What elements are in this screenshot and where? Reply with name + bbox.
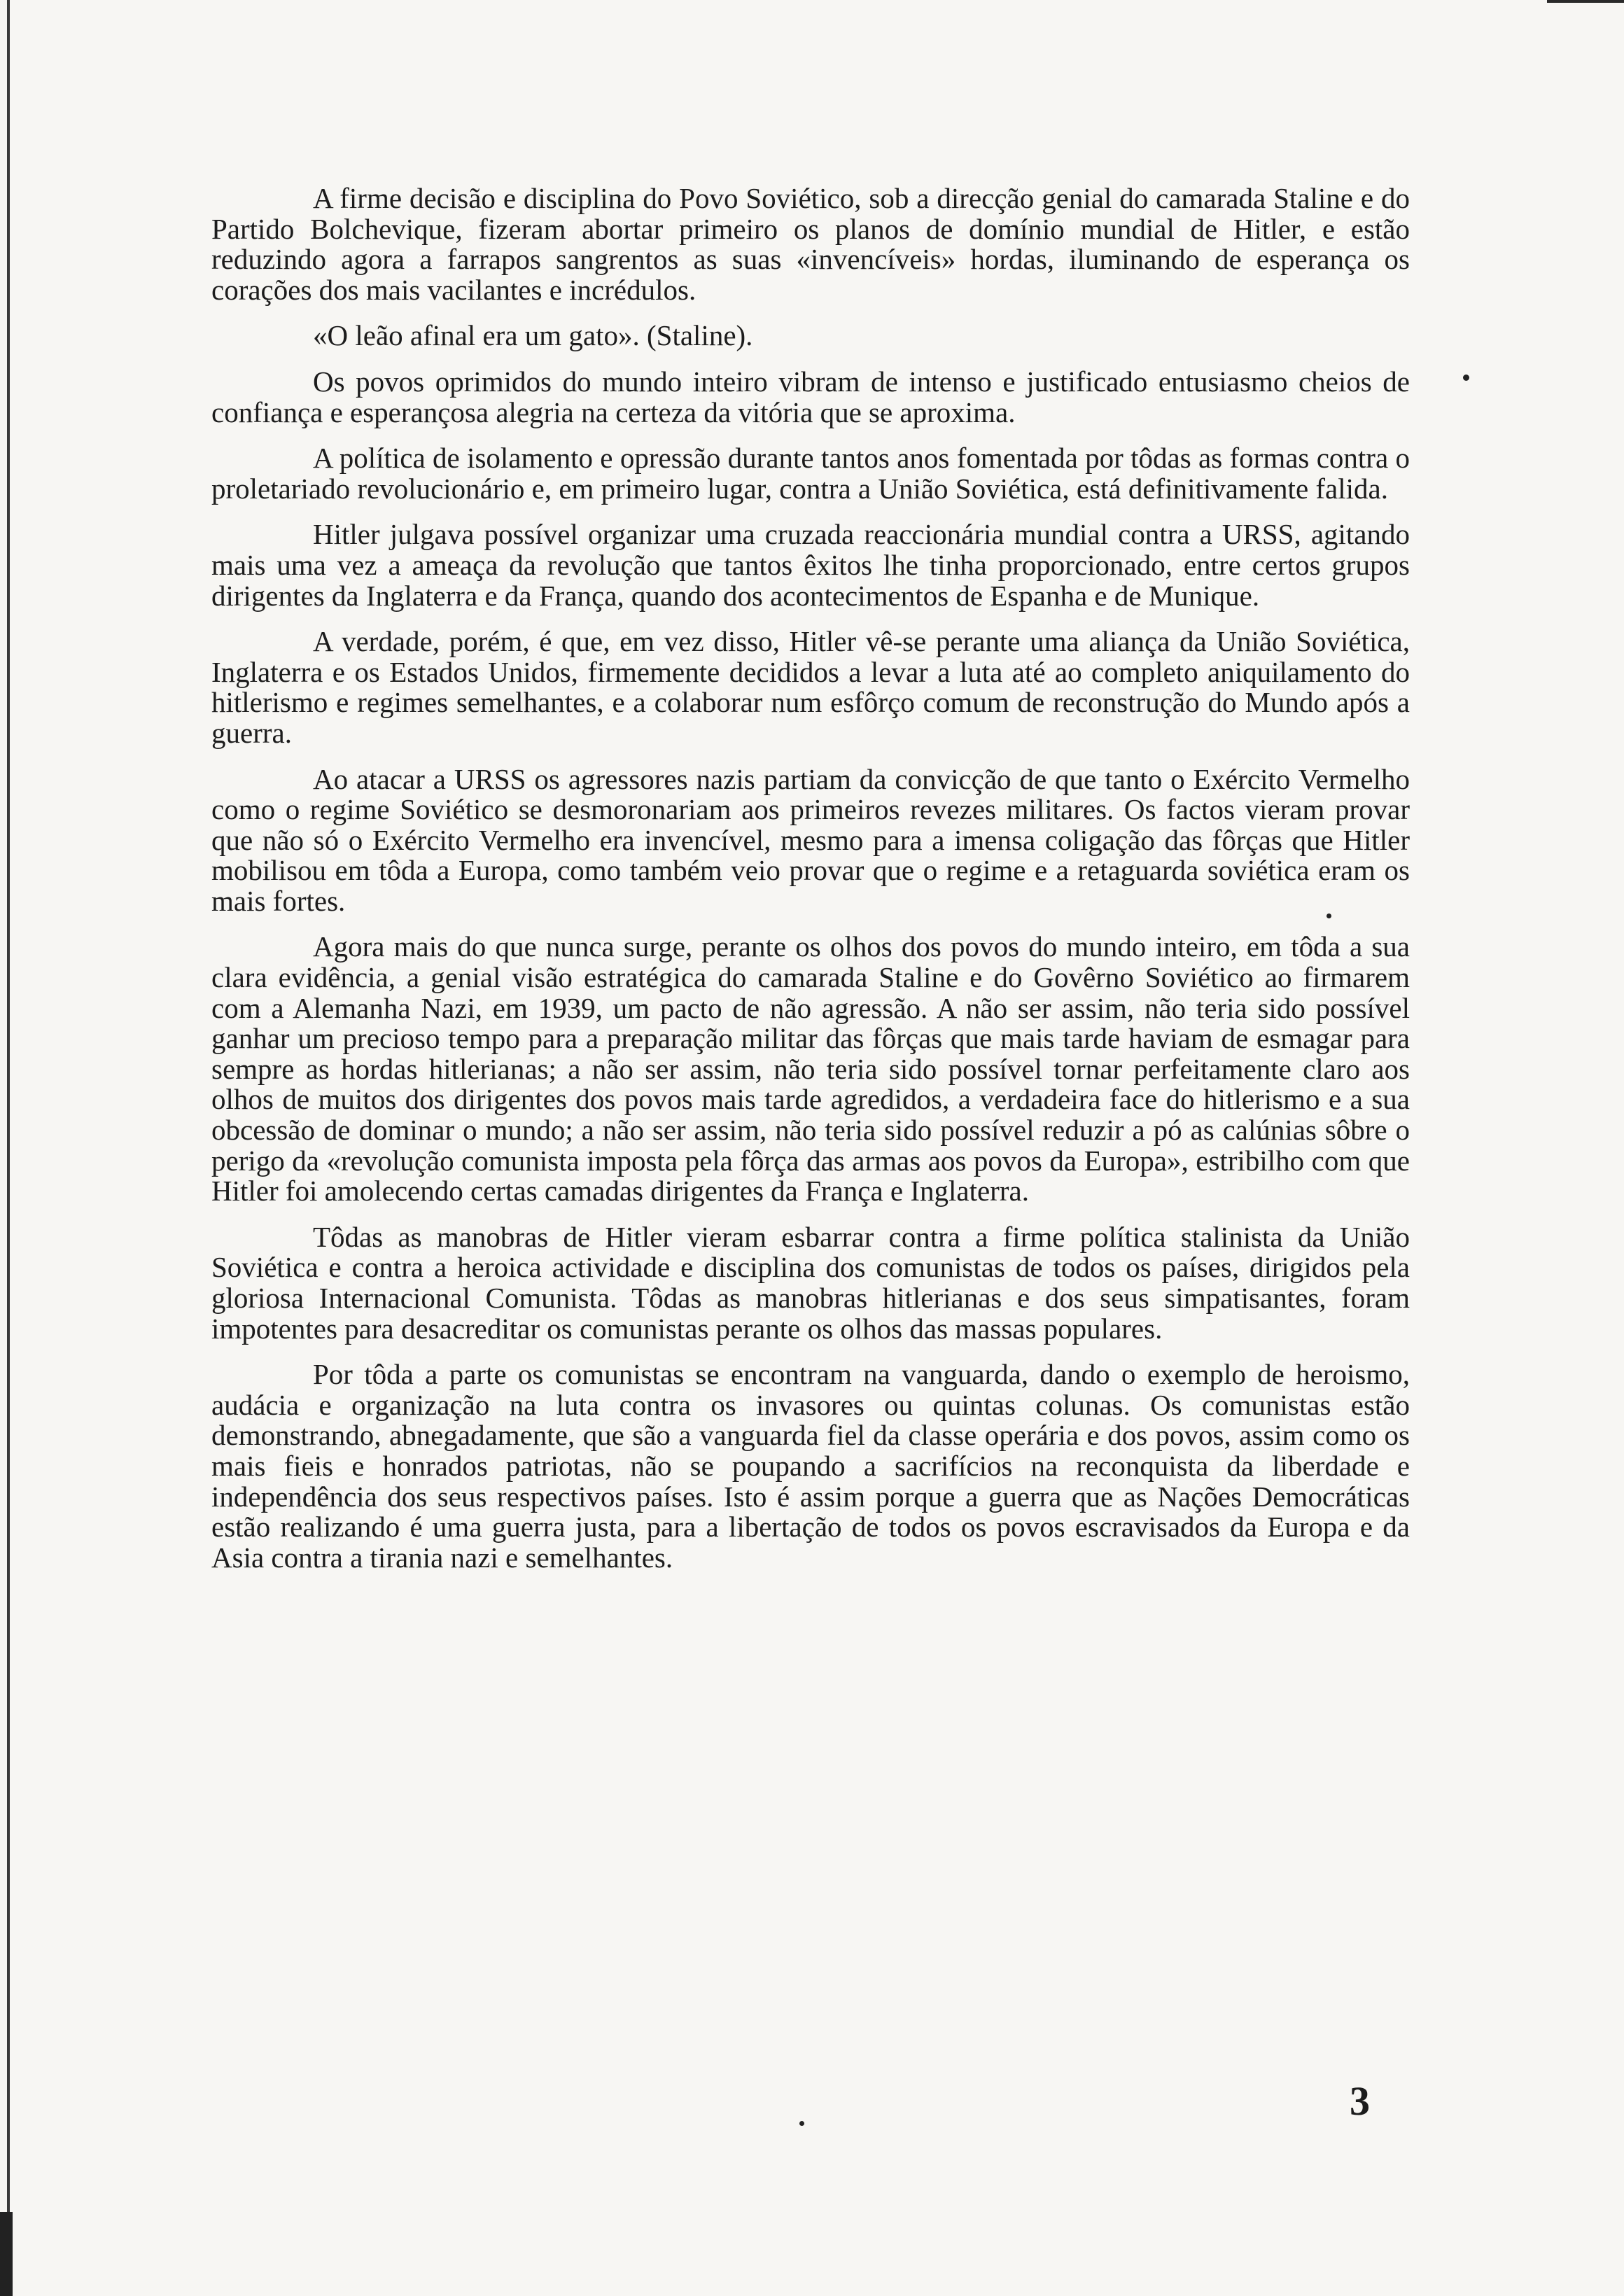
- ink-speck: [799, 2121, 804, 2126]
- bottom-left-page-edge: [0, 2212, 13, 2296]
- paragraph-7: Ao atacar a URSS os agressores nazis partiam da convicção de que tanto o Exército Vermelho como o regime Soviético se desmoronariam aos primeiros revezes militares. Os factos vieram provar que não só o Exército Vermelho era invencível, mesmo para a imensa coligação das fôrças que Hitler mobilisou em tôda a Europa, como também veio provar que o regime e a retaguarda soviética eram os mais fortes.: [211, 762, 1410, 917]
- page-number: 3: [1350, 2078, 1370, 2124]
- paragraph-10: Por tôda a parte os comunistas se encontram na vanguarda, dando o exemplo de heroismo, audácia e organização na luta contra os invasores ou quintas colunas. Os comunistas estão demonstrando, abnegadamente, que são a vanguarda fiel da classe operária e dos povos, assim como os mais fieis e honrados patriotas, não se poupando a sacrifícios na reconquista da liberdade e independência dos seus respectivos países. Isto é assim porque a guerra que as Nações Democráticas estão realizando é uma guerra justa, para a libertação de todos os povos escravisados da Europa e da Asia contra a tirania nazi e semelhantes.: [211, 1358, 1410, 1574]
- paragraph-1: A firme decisão e disciplina do Povo Soviético, sob a direcção genial do camarada Staline e do Partido Bolchevique, fizeram abortar primeiro os planos de domínio mundial de Hitler, e estão reduzindo agora a farrapos sangrentos as suas «invencíveis» hordas, iluminando de esperança os corações dos mais vacilantes e incrédulos.: [211, 182, 1410, 306]
- paragraph-2-quote: «O leão afinal era um gato». (Staline).: [313, 319, 753, 352]
- paragraph-3: Os povos oprimidos do mundo inteiro vibram de intenso e justificado entusiasmo cheios de confiança e esperançosa alegria na certeza da vitória que se aproxima.: [211, 365, 1410, 428]
- ink-speck: [1463, 374, 1469, 381]
- left-page-edge: [7, 0, 10, 2296]
- paragraph-4: A política de isolamento e opressão durante tantos anos fomentada por tôdas as formas contra o proletariado revolucionário e, em primeiro lugar, contra a União Soviética, está definitivamente falida.: [211, 442, 1410, 505]
- paragraph-5: Hitler julgava possível organizar uma cruzada reaccionária mundial contra a URSS, agitando mais uma vez a ameaça da revolução que tantos êxitos lhe tinha proporcionado, entre certos grupos dirigentes da Inglaterra e da França, quando dos acontecimentos de Espanha e de Munique.: [211, 518, 1410, 612]
- top-page-edge: [1547, 0, 1624, 3]
- paragraph-9: Tôdas as manobras de Hitler vieram esbarrar contra a firme política stalinista da União Soviética e contra a heroica actividade e disciplina dos comunistas de todos os países, dirigidos pela gloriosa Internacional Comunista. Tôdas as manobras hitlerianas e dos seus simpatisantes, foram impotentes para desacreditar os comunistas perante os olhos das massas populares.: [211, 1220, 1410, 1345]
- paragraph-8: Agora mais do que nunca surge, perante os olhos dos povos do mundo inteiro, em tôda a sua clara evidência, a genial visão estratégica do camarada Staline e do Govêrno Soviético ao firmarem com a Alemanha Nazi, em 1939, um pacto de não agressão. A não ser assim, não teria sido possível ganhar um precioso tempo para a preparação militar das fôrças que mais tarde haviam de esmagar para sempre as hordas hitlerianas; a não ser assim, não teria sido possível tornar perfeitamente claro aos olhos de muitos dos dirigentes dos povos mais tarde agredidos, a verdadeira face do hitlerismo e a sua obcessão de dominar o mundo; a não ser assim, não teria sido possível reduzir a pó as calúnias sôbre o perigo da «revolução comunista imposta pela fôrça das armas aos povos da Europa», estribilho com que Hitler foi amolecendo certas camadas dirigentes da França e Inglaterra.: [211, 930, 1410, 1208]
- document-body: [211, 183, 1410, 1573]
- paragraph-6: A verdade, porém, é que, em vez disso, Hitler vê-se perante uma aliança da União Soviética, Inglaterra e os Estados Unidos, firmemente decididos a levar a luta até ao completo aniquilamento do hitlerismo e regimes semelhantes, e a colaborar num esfôrço comum de reconstrução do Mundo após a guerra.: [211, 625, 1410, 749]
